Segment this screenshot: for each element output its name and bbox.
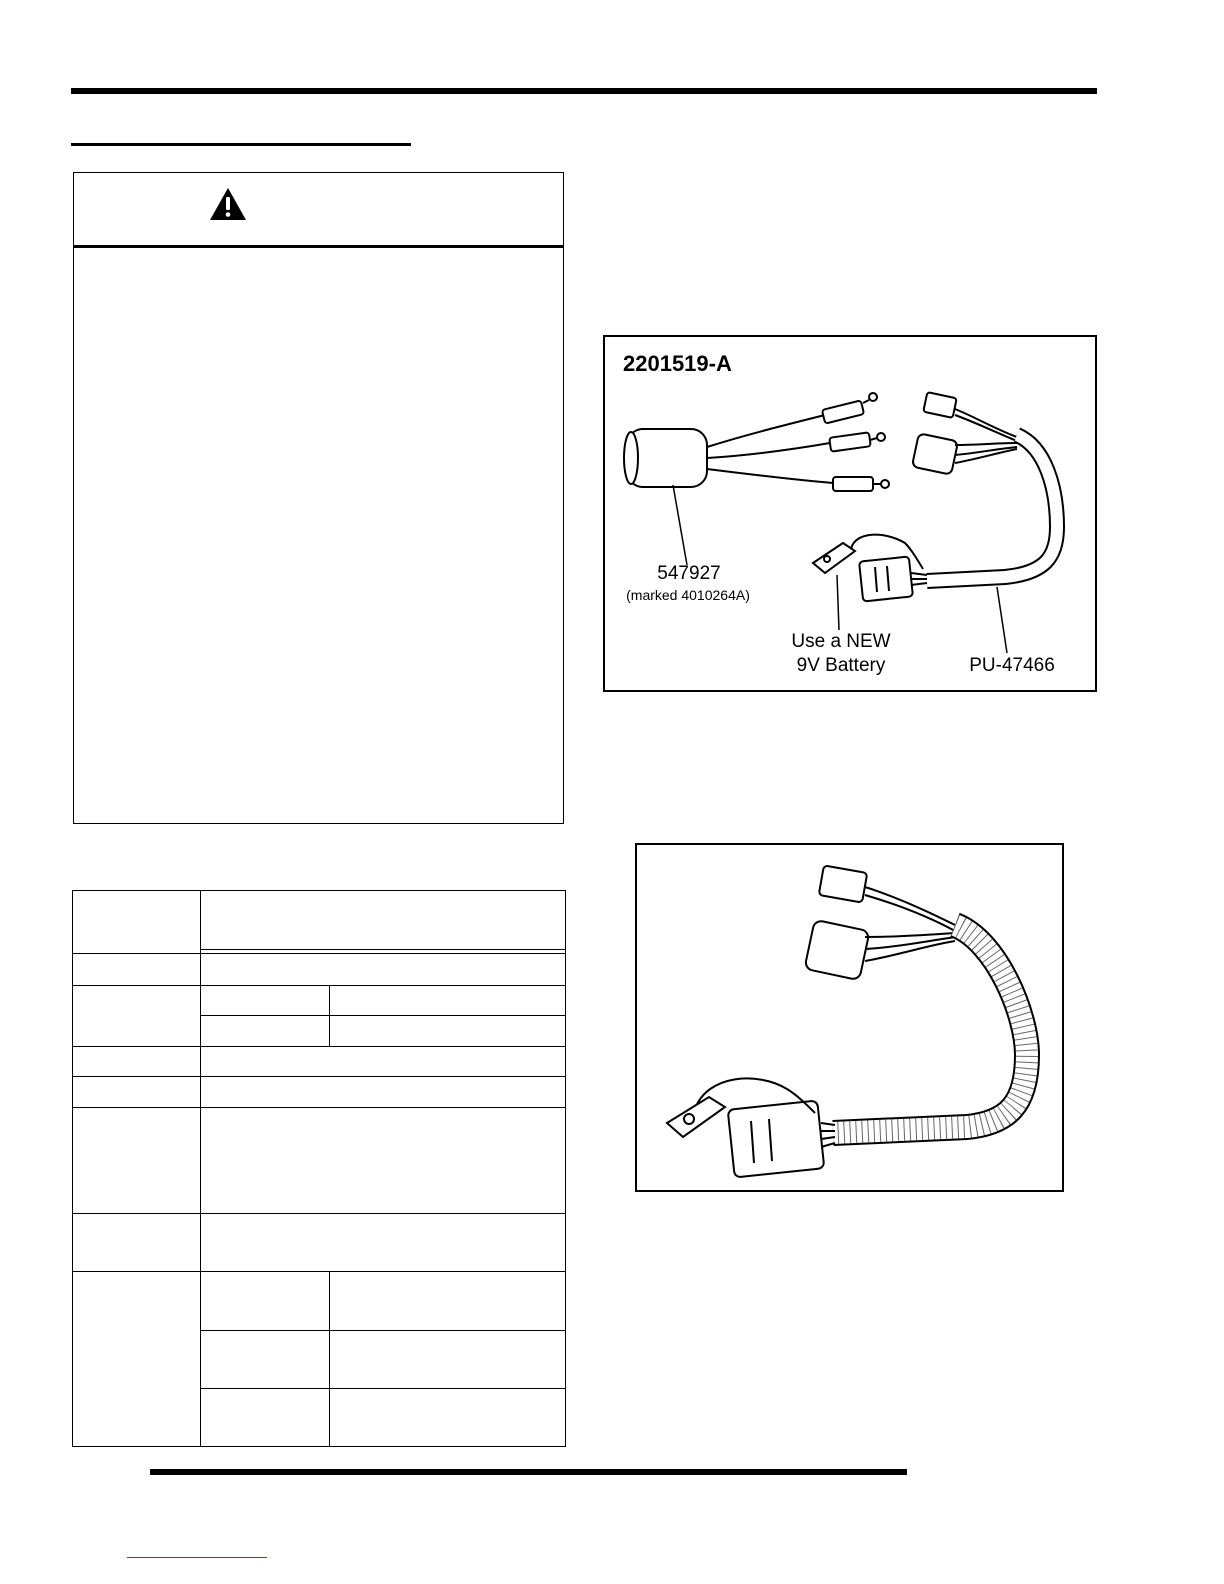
figure-tool-kit	[603, 335, 1097, 692]
warning-triangle-icon	[209, 187, 247, 221]
figure-id-label: 2201519-A	[623, 351, 732, 376]
part-marking-label: (marked 4010264A)	[626, 587, 750, 603]
harness-illustration	[637, 845, 1062, 1190]
warning-box	[73, 172, 564, 824]
part-number-547927: 547927	[657, 563, 721, 584]
header-rule	[71, 88, 1097, 94]
section-title-underline	[71, 143, 411, 146]
figure-harness-closeup	[635, 843, 1064, 1192]
battery-note-line2: 9V Battery	[796, 655, 886, 676]
footer-rule	[150, 1469, 907, 1475]
warning-header	[74, 173, 563, 248]
harness-pu-47466	[813, 392, 1057, 601]
capacitor-547927	[624, 393, 889, 491]
battery-note-line1: Use a NEW	[791, 631, 891, 652]
footer-link-underline[interactable]	[127, 1557, 267, 1558]
specification-table	[72, 890, 566, 1447]
part-number-pu-47466: PU-47466	[969, 655, 1055, 676]
